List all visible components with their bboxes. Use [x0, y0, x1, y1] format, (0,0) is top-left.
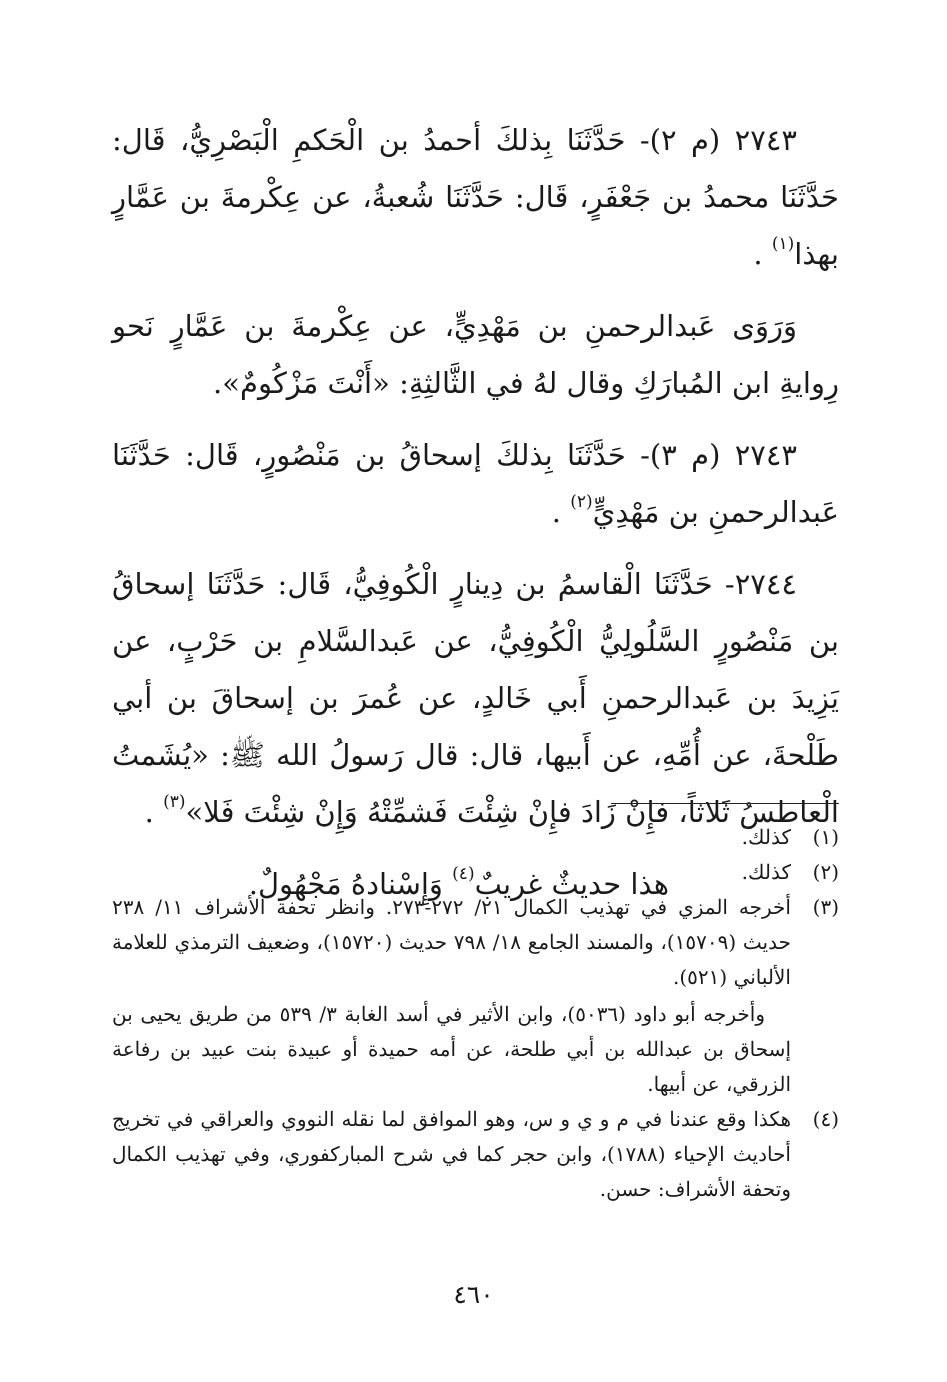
footnote-ref-3[interactable]: (٣)	[163, 792, 186, 813]
paragraph-tail: .	[144, 795, 164, 829]
footnote-1	[112, 820, 839, 855]
paragraph-text: ٢٧٤٣ (م ٢)- حَدَّثَنَا بِذلكَ أحمدُ بن الْحَكمِ الْبَصْرِيُّ، قَال: حَدَّثَنَا محمدُ بن جَعْفَرٍ، قَال: حَدَّثَنَا شُعبةُ، عن عِكْرمةَ بن عَمَّارٍ بهذا	[112, 123, 839, 271]
paragraph-text: وَرَوَى عَبدالرحمنِ بن مَهْدِيٍّ، عن عِكْرمةَ بن عَمَّارٍ نَحو رِوايةِ ابن المُبارَكِ وقال لهُ في الثَّالثِةِ: «أَنْتَ مَزْكُومٌ».	[112, 309, 839, 400]
footnote-body	[112, 1102, 791, 1207]
narration-paragraph	[112, 298, 839, 412]
grading-text: هذا حديثٌ غريبٌ	[474, 867, 669, 901]
footnote-3	[112, 890, 839, 1102]
footnote-text: أخرجه المزي في تهذيب الكمال ٢١/ ٢٧٢-٢٧٣. وانظر تحفة الأشراف ١١/ ٢٣٨ حديث (١٥٧٠٩)، والمسند الجامع ١٨/ ٧٩٨ حديث (١٥٧٢٠)، وضعيف الترمذي للعلامة الألباني (٥٢١).	[112, 895, 791, 989]
footnote-body	[112, 820, 791, 855]
footnote-text: هكذا وقع عندنا في م و ي و س، وهو الموافق لما نقله النووي والعراقي في تخريج أحاديث الإحياء (١٧٨٨)، وابن حجر كما في شرح المباركفوري، وفي تهذيب الكمال وتحفة الأشراف: حسن.	[112, 1107, 791, 1201]
footnote-ref-4[interactable]: (٤)	[452, 864, 475, 885]
paragraph-text: ٢٧٤٣ (م ٣)- حَدَّثَنَا بِذلكَ إسحاقُ بن مَنْصُورٍ، قَال: حَدَّثَنَا عَبدالرحمنِ بن مَهْدِيٍّ	[112, 438, 839, 529]
footnote-2	[112, 855, 839, 890]
footnote-ref-1[interactable]: (١)	[771, 234, 795, 255]
footnote-number: (٢)	[812, 860, 839, 884]
footnote-ref-2[interactable]: (٢)	[570, 492, 593, 513]
footnotes-section	[112, 820, 839, 1207]
footnote-number: (٣)	[812, 895, 839, 919]
footnote-number: (٤)	[812, 1107, 839, 1131]
hadith-paragraph-2743-m3	[112, 427, 839, 541]
paragraph-tail: .	[551, 495, 571, 529]
main-text	[112, 112, 839, 928]
footnote-number: (١)	[812, 825, 839, 849]
footnote-separator	[611, 803, 839, 804]
hadith-paragraph-2743-m2	[112, 112, 839, 283]
footnote-text: كذلك.	[741, 860, 791, 884]
paragraph-text: ٢٧٤٤- حَدَّثَنَا الْقاسمُ بن دِينارٍ الْكُوفِيُّ، قَال: حَدَّثَنَا إسحاقُ بن مَنْصُورٍ السَّلُولِيُّ الْكُوفِيُّ، عن عَبدالسَّلامِ بن حَرْبٍ، عن يَزِيدَ بن عَبدالرحمنِ أَبي خَالدٍ، عن عُمرَ بن إسحاقَ بن أبي طَلْحةَ، عن أُمِّهِ، عن أَبيها، قال: قال رَسولُ الله ﷺ: «يُشَمتُ الْعاطسُ ثَلاثاً، فإِنْ زَادَ فإِنْ شِئْتَ فَشمِّتْهُ وَإِنْ شِئْتَ فَلا»	[112, 567, 839, 829]
page-number: ٤٦٠	[453, 1280, 494, 1309]
paragraph-tail: .	[753, 237, 772, 271]
footnote-text: وأخرجه أبو داود (٥٠٣٦)، وابن الأثير في أسد الغابة ٣/ ٥٣٩ من طريق يحيى بن إسحاق بن عبدالله بن أبي طلحة، عن أمه حميدة أو عبيدة بنت عبيد بن رفاعة الزرقي، عن أبيها.	[112, 1002, 791, 1096]
hadith-paragraph-2744	[112, 556, 839, 841]
footnote-body	[112, 890, 791, 1102]
footnote-body	[112, 855, 791, 890]
footnote-4	[112, 1102, 839, 1207]
footnote-text: كذلك.	[741, 825, 791, 849]
grading-text-tail: وَإِسْنادهُ مَجْهُولٌ.	[248, 867, 453, 901]
